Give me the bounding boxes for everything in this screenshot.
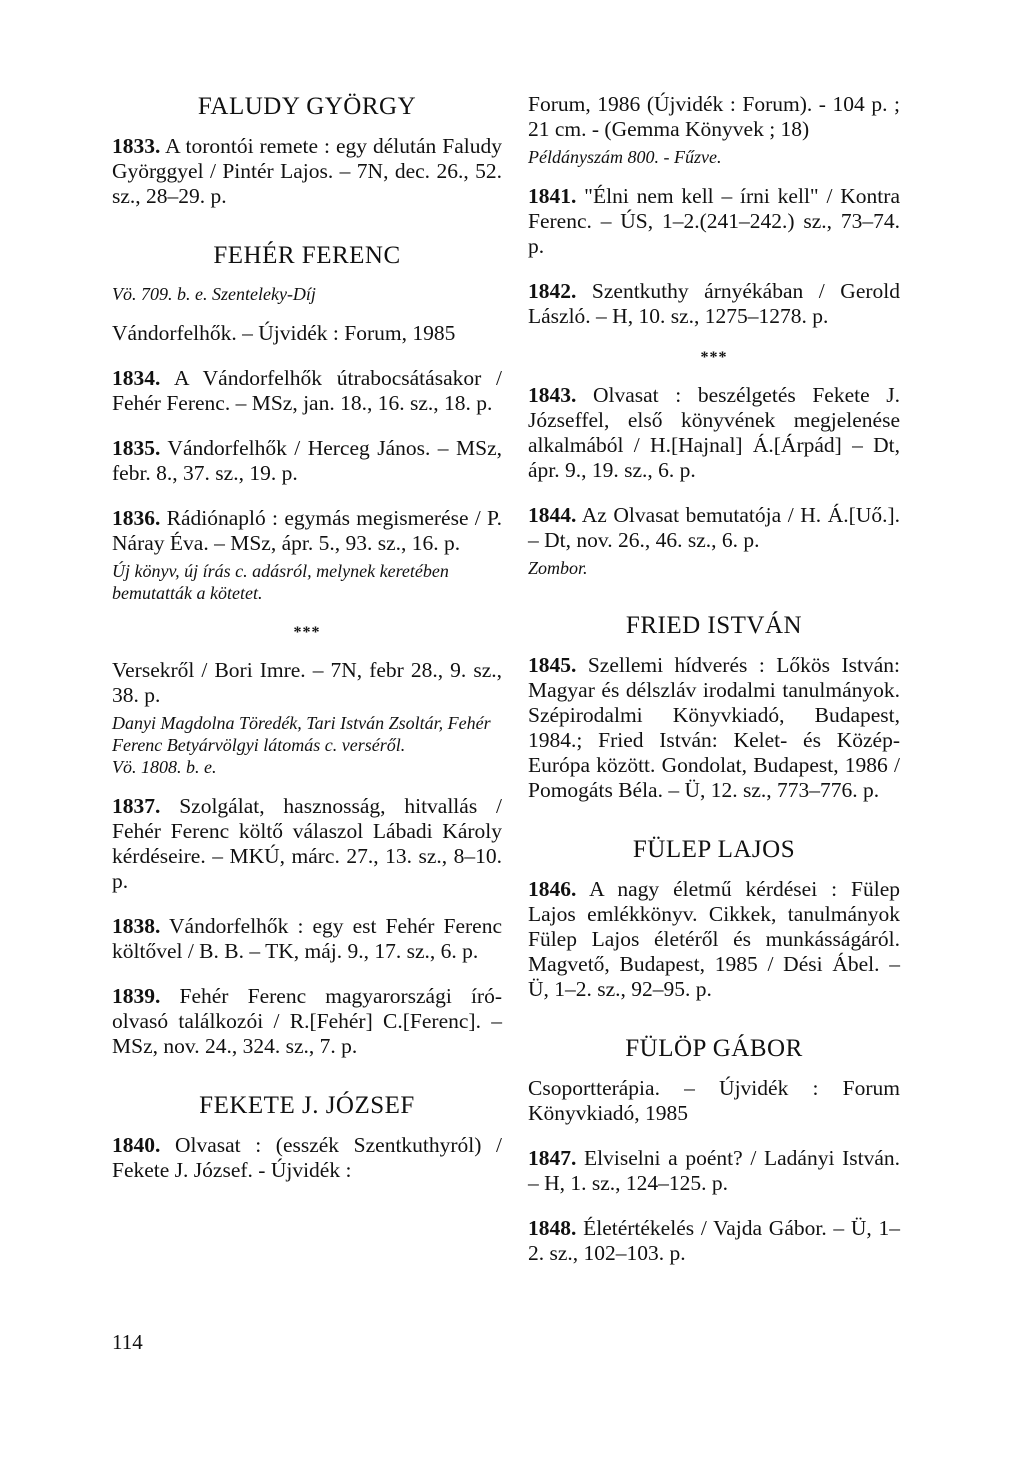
entry-text: Fehér Ferenc magyarországi író-olvasó találkozói / R.[Fehér] C.[Ferenc]. – MSz, nov. 24., 324. sz., 7. p.: [112, 984, 502, 1058]
entry-1834: [112, 366, 502, 416]
section-separator: ***: [700, 349, 728, 366]
entry-1833: [112, 134, 502, 209]
entry-text: A torontói remete : egy délután Faludy Györggyel / Pintér Lajos. – 7N, dec. 26., 52. sz., 28–29. p.: [112, 134, 502, 208]
entry-text: "Élni nem kell – írni kell" / Kontra Ferenc. – ÚS, 1–2.(241–242.) sz., 73–74. p.: [528, 184, 900, 258]
entry-note: Példányszám 800. - Fűzve.: [528, 147, 722, 167]
cross-reference-note: Vö. 1808. b. e.: [112, 757, 217, 777]
entry-1840: [112, 1133, 502, 1183]
entry-1841: [528, 184, 900, 259]
book-title-versekrol: Versekről / Bori Imre. – 7N, febr 28., 9. sz., 38. p.: [112, 658, 502, 707]
entry-1847: [528, 1146, 900, 1196]
entry-number: 1843.: [528, 383, 577, 407]
entry-1835: [112, 436, 502, 486]
entry-note: Új könyv, új írás c. adásról, melynek keretében bemutatták a kötetet.: [112, 561, 449, 603]
section-separator: ***: [293, 624, 321, 641]
entry-1846: [528, 877, 900, 1002]
page-number: 114: [112, 1330, 143, 1354]
entry-1839: [112, 984, 502, 1059]
entry-text: Rádiónapló : egymás megismerése / P. Náray Éva. – MSz, ápr. 5., 93. sz., 16. p.: [112, 506, 502, 555]
entry-text: Szellemi hídverés : Lőkös István: Magyar és délszláv irodalmi tanulmányok. Szépirodalmi Könyvkiadó, Budapest, 1984.; Fried István: Kelet- és Közép-Európa között. Gondolat, Budapest, 1986 / Pomogáts Béla. – Ü, 12. sz., 773–776. p.: [528, 653, 900, 802]
entry-text: Szolgálat, hasznosság, hitvallás / Fehér Ferenc költő válaszol Lábadi Károly kérdéseire. – MKÚ, márc. 27., 13. sz., 8–10. p.: [112, 794, 502, 893]
book-title-csoportterapia: Csoportterápia. – Újvidék : Forum Könyvkiadó, 1985: [528, 1076, 900, 1125]
entry-1840-continued: Forum, 1986 (Újvidék : Forum). - 104 p. ; 21 cm. - (Gemma Könyvek ; 18): [528, 92, 900, 141]
entry-number: 1833.: [112, 134, 161, 158]
entry-text: Szentkuthy árnyékában / Gerold László. – H, 10. sz., 1275–1278. p.: [528, 279, 900, 328]
entry-1837: [112, 794, 502, 894]
section-heading-feher: FEHÉR FERENC: [213, 242, 401, 269]
entry-number: 1846.: [528, 877, 577, 901]
entry-number: 1837.: [112, 794, 161, 818]
entry-number: 1838.: [112, 914, 161, 938]
left-column: [112, 92, 502, 1203]
entry-text: Olvasat : (esszék Szentkuthyról) / Fekete J. József. - Újvidék :: [112, 1133, 502, 1182]
entry-number: 1845.: [528, 653, 577, 677]
entry-1836: [112, 506, 502, 556]
book-title-vandorfelhok: Vándorfelhők. – Újvidék : Forum, 1985: [112, 321, 456, 345]
entry-text: Az Olvasat bemutatója / H. Á.[Uő.]. – Dt, nov. 26., 46. sz., 6. p.: [528, 503, 900, 552]
entry-number: 1834.: [112, 366, 161, 390]
entry-text: Olvasat : beszélgetés Fekete J. Józseffel, első könyvének megjelenése alkalmából / H.[Hajnal] Á.[Árpád] – Dt, ápr. 9., 19. sz., 6. p.: [528, 383, 900, 482]
entry-number: 1848.: [528, 1216, 577, 1240]
entry-number: 1840.: [112, 1133, 161, 1157]
entry-number: 1836.: [112, 506, 161, 530]
entry-1842: [528, 279, 900, 329]
entry-number: 1844.: [528, 503, 577, 527]
entry-text: A Vándorfelhők útrabocsátásakor / Fehér Ferenc. – MSz, jan. 18., 16. sz., 18. p.: [112, 366, 502, 415]
entry-text: A nagy életmű kérdései : Fülep Lajos emlékkönyv. Cikkek, tanulmányok Fülep Lajos életéről és munkásságáról. Magvető, Budapest, 1985 / Dési Ábel. – Ü, 1–2. sz., 92–95. p.: [528, 877, 900, 1001]
entry-number: 1839.: [112, 984, 161, 1008]
entry-text: Vándorfelhők : egy est Fehér Ferenc költővel / B. B. – TK, máj. 9., 17. sz., 6. p.: [112, 914, 502, 963]
entry-1848: [528, 1216, 900, 1266]
entry-number: 1841.: [528, 184, 577, 208]
entry-1843: [528, 383, 900, 483]
entry-text: Vándorfelhők / Herceg János. – MSz, febr. 8., 37. sz., 19. p.: [112, 436, 502, 485]
section-heading-fulep: FÜLEP LAJOS: [632, 836, 796, 863]
entry-note: Danyi Magdolna Töredék, Tari István Zsoltár, Fehér Ferenc Betyárvölgyi látomás c. verséről.: [112, 713, 491, 755]
cross-reference-note: Vö. 709. b. e. Szenteleky-Díj: [112, 284, 316, 304]
entry-number: 1835.: [112, 436, 161, 460]
entry-note: Zombor.: [528, 558, 588, 578]
entry-number: 1847.: [528, 1146, 577, 1170]
section-heading-fulop: FÜLÖP GÁBOR: [625, 1035, 803, 1062]
entry-number: 1842.: [528, 279, 577, 303]
section-heading-fekete: FEKETE J. JÓZSEF: [199, 1092, 415, 1119]
entry-1845: [528, 653, 900, 803]
entry-text: Életértékelés / Vajda Gábor. – Ü, 1–2. sz., 102–103. p.: [528, 1216, 900, 1265]
right-column: [528, 92, 900, 1286]
section-heading-faludy: FALUDY GYÖRGY: [197, 93, 417, 120]
section-heading-fried: FRIED ISTVÁN: [625, 612, 803, 639]
entry-1838: [112, 914, 502, 964]
entry-text: Elviselni a poént? / Ladányi István. – H, 1. sz., 124–125. p.: [528, 1146, 900, 1195]
entry-1844: [528, 503, 900, 553]
